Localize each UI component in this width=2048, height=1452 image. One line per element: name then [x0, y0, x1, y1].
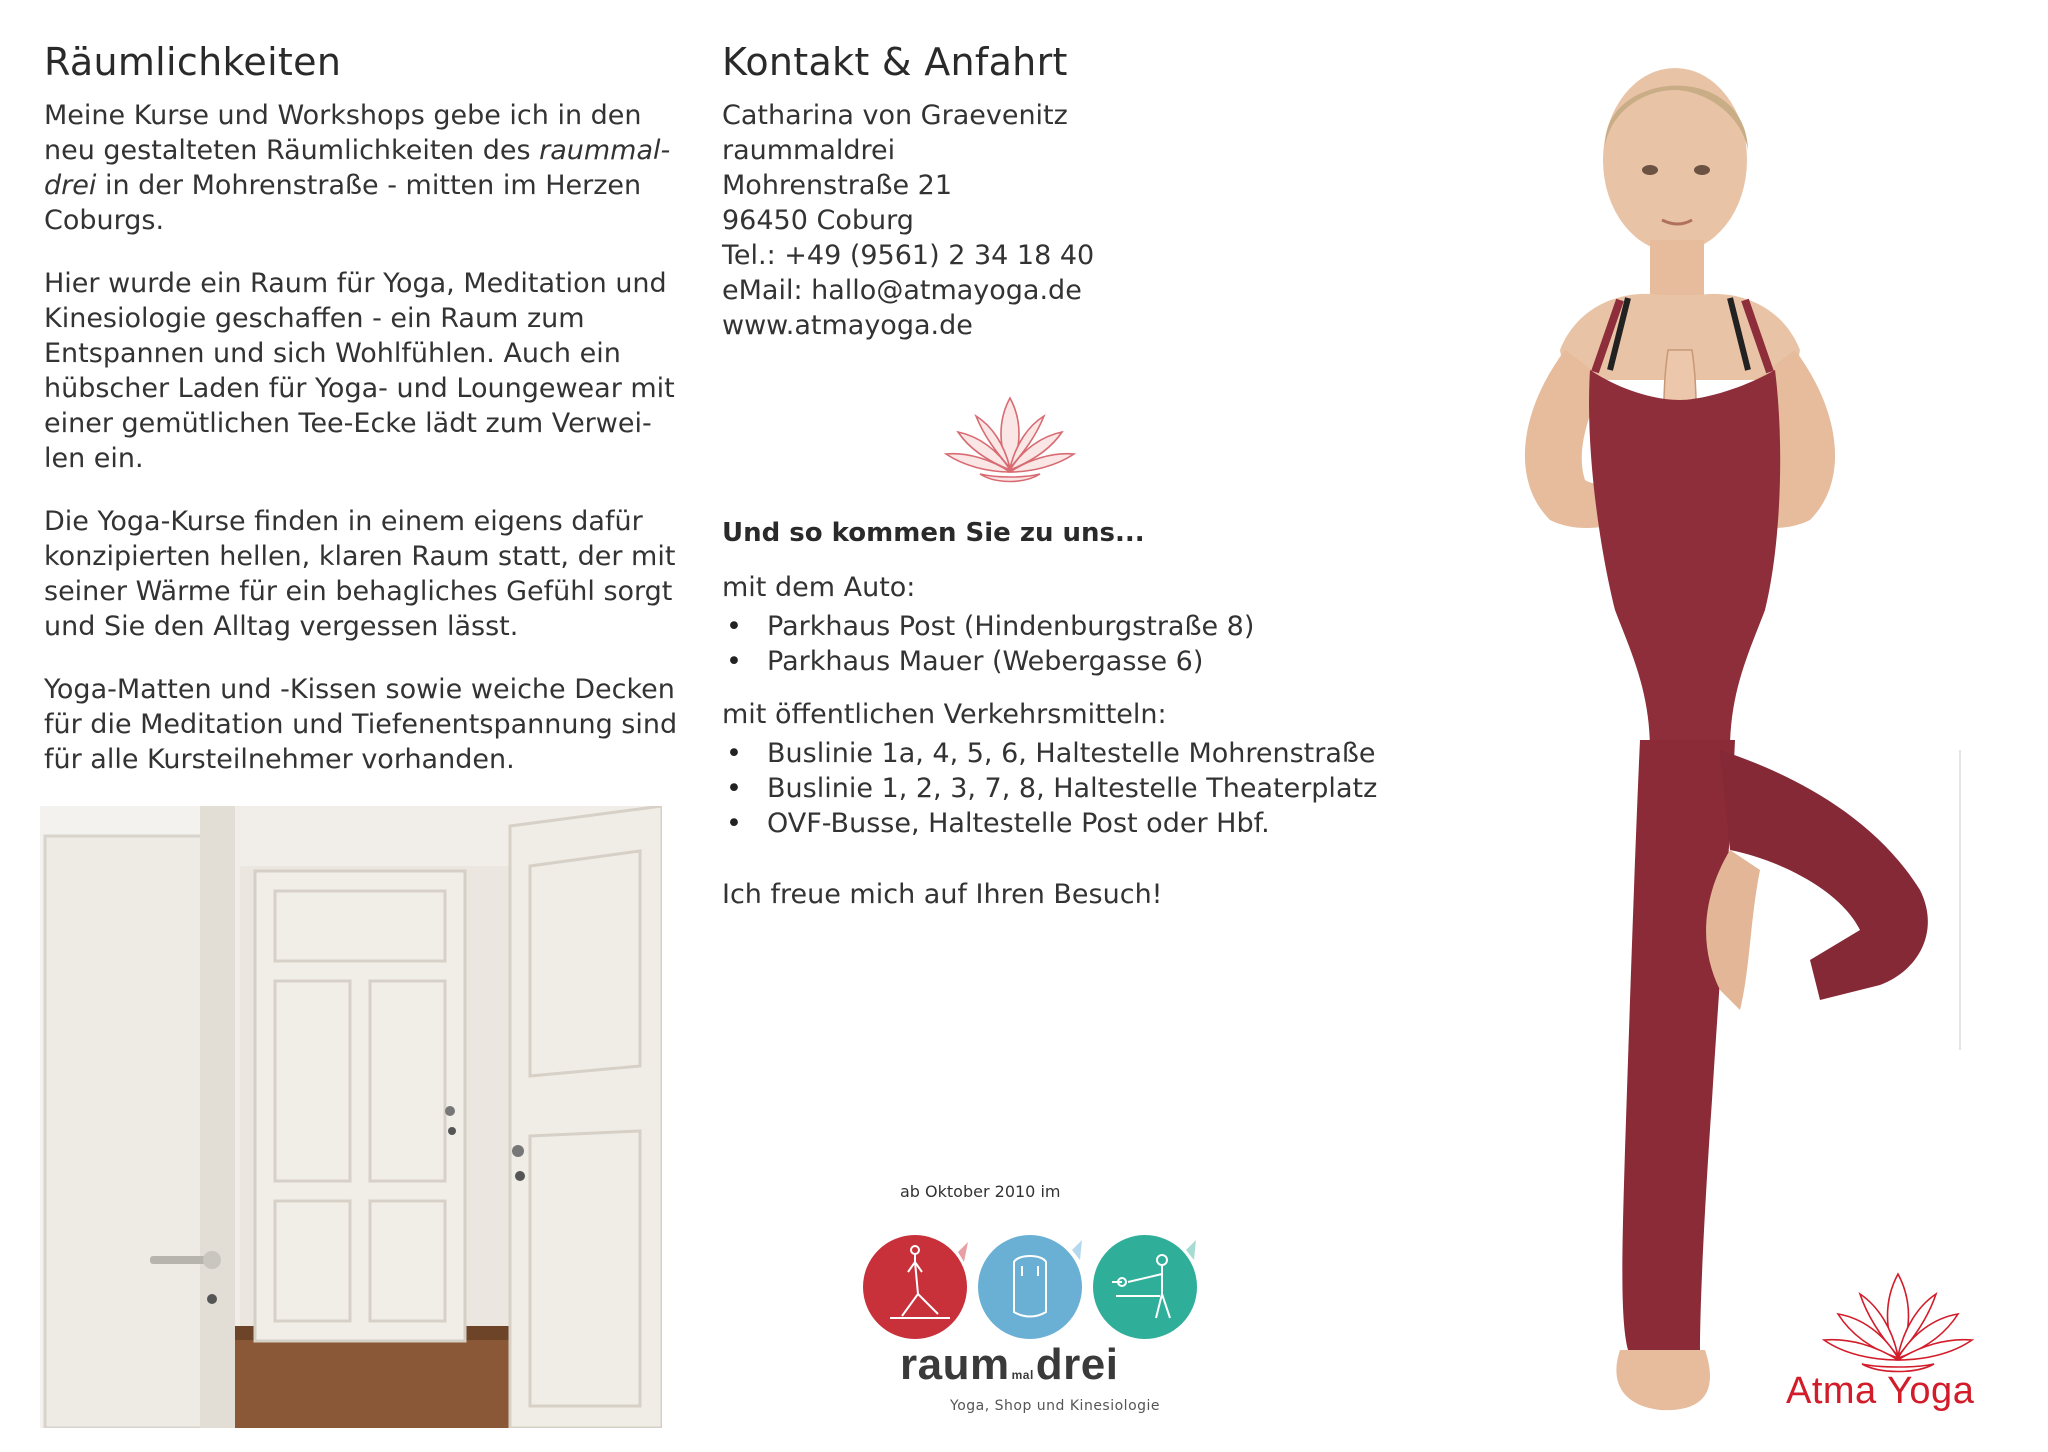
contact-street: Mohrenstraße 21: [722, 170, 953, 201]
car-label: mit dem Auto:: [722, 572, 916, 603]
contact-phone: Tel.: +49 (9561) 2 34 18 40: [722, 240, 1095, 271]
rooms-paragraph-1: Meine Kurse und Workshops gebe ich in den neu gestalteten Räumlichkeiten des raummal-drei in der Mohrenstraße - mitten im Herzen Coburgs.: [44, 100, 671, 236]
list-item: • Parkhaus Mauer (Webergasse 6): [722, 644, 1442, 679]
raummaldrei-subtitle: Yoga, Shop und Kinesiologie: [950, 1398, 1161, 1414]
room-doors-photo: [40, 806, 662, 1428]
public-transport-list: [722, 736, 1442, 841]
contact-city: 96450 Coburg: [722, 205, 914, 236]
list-item: • Buslinie 1, 2, 3, 7, 8, Haltestelle Theaterplatz: [722, 771, 1442, 806]
list-item: • Buslinie 1a, 4, 5, 6, Haltestelle Mohrenstraße: [722, 736, 1442, 771]
atma-yoga-brand: Atma Yoga: [1786, 1370, 1975, 1412]
contact-section: [722, 40, 1362, 343]
contact-name: Catharina von Graevenitz: [722, 100, 1068, 131]
raummaldrei-wordmark: raum maldrei: [900, 1340, 1119, 1389]
yoga-circle: [863, 1235, 967, 1339]
left-column: [44, 40, 684, 805]
list-item: • Parkhaus Post (Hindenburgstraße 8): [722, 609, 1442, 644]
contact-email[interactable]: eMail: hallo@atmayoga.de: [722, 275, 1082, 306]
contact-venue: raummaldrei: [722, 135, 896, 166]
public-transport-label: mit öffentlichen Verkehrsmitteln:: [722, 699, 1167, 730]
kinesiology-circle: [1093, 1235, 1197, 1339]
rooms-paragraph-3: Die Yoga-Kurse finden in einem eigens dafür konzipierten hellen, klaren Raum statt, der mit seiner Wärme für ein behagliches Gefühl sorgt und Sie den Alltag vergessen lässt.: [44, 506, 676, 642]
opening-note: ab Oktober 2010 im: [900, 1182, 1061, 1201]
rooms-paragraph-2: Hier wurde ein Raum für Yoga, Meditation und Kinesiologie geschaffen - ein Raum zum Entspannen und sich Wohlfühlen. Auch ein hübscher Laden für Yoga- und Loungewear mit einer gemütlichen Tee-Ecke lädt zum Verwei-len ein.: [44, 268, 675, 474]
directions-heading: Und so kommen Sie zu uns...: [722, 518, 1145, 548]
raummaldrei-logo-circles: [860, 1232, 1200, 1342]
list-item: • OVF-Busse, Haltestelle Post oder Hbf.: [722, 806, 1442, 841]
rooms-paragraph-4: Yoga-Matten und -Kissen sowie weiche Decken für die Meditation und Tiefenentspannung sind für alle Kursteilnehmer vorhanden.: [44, 674, 678, 775]
atma-yoga-lotus-icon: [1818, 1268, 1978, 1378]
lotus-icon: [940, 392, 1080, 488]
car-list: [722, 609, 1442, 679]
contact-heading: Kontakt & Anfahrt: [722, 40, 1068, 84]
contact-website[interactable]: www.atmayoga.de: [722, 310, 973, 341]
shop-circle: [978, 1235, 1082, 1339]
rooms-heading: Räumlichkeiten: [44, 40, 342, 84]
closing-text: Ich freue mich auf Ihren Besuch!: [722, 879, 1163, 910]
directions-section: [722, 518, 1442, 910]
yoga-woman-photo: [1400, 50, 2040, 1430]
